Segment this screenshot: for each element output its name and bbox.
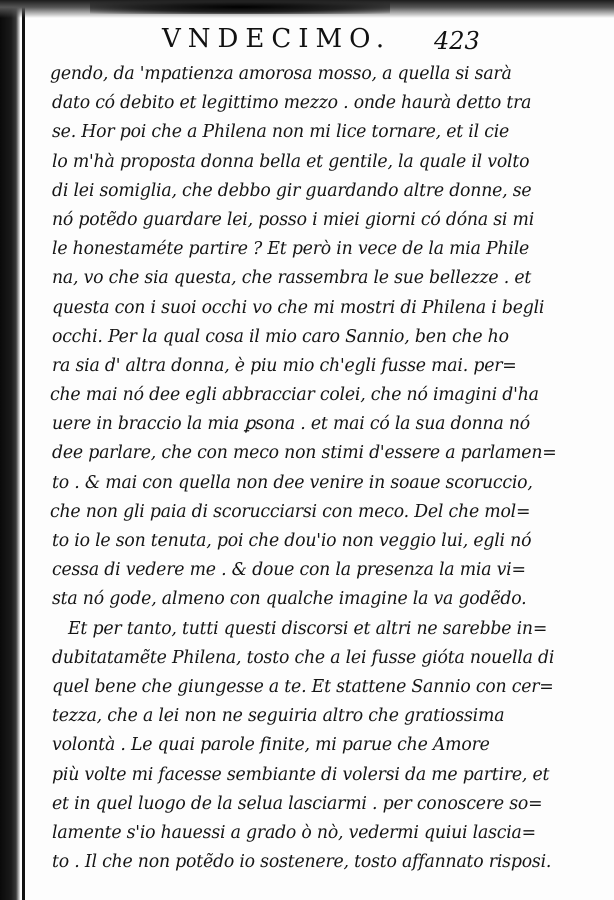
- book-gutter-shadow: [0, 0, 20, 900]
- text-line: se. Hor poi che a Philena non mi lice tornare, et il cie: [52, 122, 510, 143]
- text-line: volontà . Le quai parole finite, mi parue che Amore: [52, 735, 490, 756]
- text-line: to io le son tenuta, poi che dou'io non veggio lui, egli nó: [52, 531, 532, 551]
- text-line: dubitatamẽte Philena, tosto che a lei fusse gióta nouella di: [52, 647, 555, 668]
- body-text: [50, 60, 590, 877]
- text-line: ra sia d' altra donna, è piu mio ch'egli fusse mai. per=: [52, 355, 517, 376]
- text-line: tezza, che a lei non ne seguiria altro che gratiossima: [52, 706, 505, 727]
- text-line: di lei somiglia, che debbo gir guardando altre donne, se: [52, 180, 532, 201]
- text-line: occhi. Per la qual cosa il mio caro Sannio, ben che ho: [52, 326, 509, 347]
- text-line: dee parlare, che con meco non stimi d'essere a parlamen=: [52, 443, 557, 464]
- text-line: più volte mi facesse sembiante di volersi da me partire, et: [52, 764, 550, 785]
- text-line: questa con i suoi occhi vo che mi mostri di Philena i begli: [52, 297, 545, 318]
- text-line: che non gli paia di scorucciarsi con meco. Del che mol=: [50, 501, 531, 522]
- page-number: 423: [434, 27, 480, 55]
- page-edge-line: [22, 0, 25, 900]
- text-line: na, vo che sia questa, che rassembra le sue bellezze . et: [52, 268, 532, 289]
- page-header: [0, 24, 614, 60]
- text-line: sta nó gode, almeno con qualche imagine la va godẽdo.: [52, 589, 527, 610]
- top-ink-blot: [90, 0, 390, 14]
- text-line: le honestaméte partire ? Et però in vece de la mia Phile: [52, 239, 530, 260]
- text-line: quel bene che giungesse a te. Et stattene Sannio con cer=: [52, 676, 554, 697]
- text-line: lo m'hà proposta donna bella et gentile, la quale il volto: [52, 151, 530, 172]
- text-line: nó potẽdo guardare lei, posso i miei giorni có dóna si mi: [52, 209, 535, 230]
- text-line: Et per tanto, tutti questi discorsi et altri ne sarebbe in=: [68, 618, 548, 639]
- text-line: gendo, da 'mpatienza amorosa mosso, a quella si sarà: [50, 64, 512, 84]
- text-line: cessa di vedere me . & doue con la presenza la mia vi=: [52, 560, 526, 581]
- running-head: VNDECIMO.: [162, 24, 392, 54]
- text-line: et in quel luogo de la selua lasciarmi . per conoscere so=: [52, 793, 543, 814]
- text-line: che mai nó dee egli abbracciar colei, che nó imagini d'ha: [50, 385, 539, 406]
- text-line: to . & mai con quella non dee venire in soaue scoruccio,: [52, 472, 533, 493]
- text-line: lamente s'io hauessi a grado ò nò, vedermi quiui lascia=: [52, 822, 536, 843]
- text-line: to . Il che non potẽdo io sostenere, tosto affannato risposi.: [52, 852, 552, 873]
- text-line: dato có debito et legittimo mezzo . onde haurà detto tra: [52, 93, 532, 114]
- text-line: uere in braccio la mia ꝑsona . et mai có la sua donna nó: [52, 414, 531, 435]
